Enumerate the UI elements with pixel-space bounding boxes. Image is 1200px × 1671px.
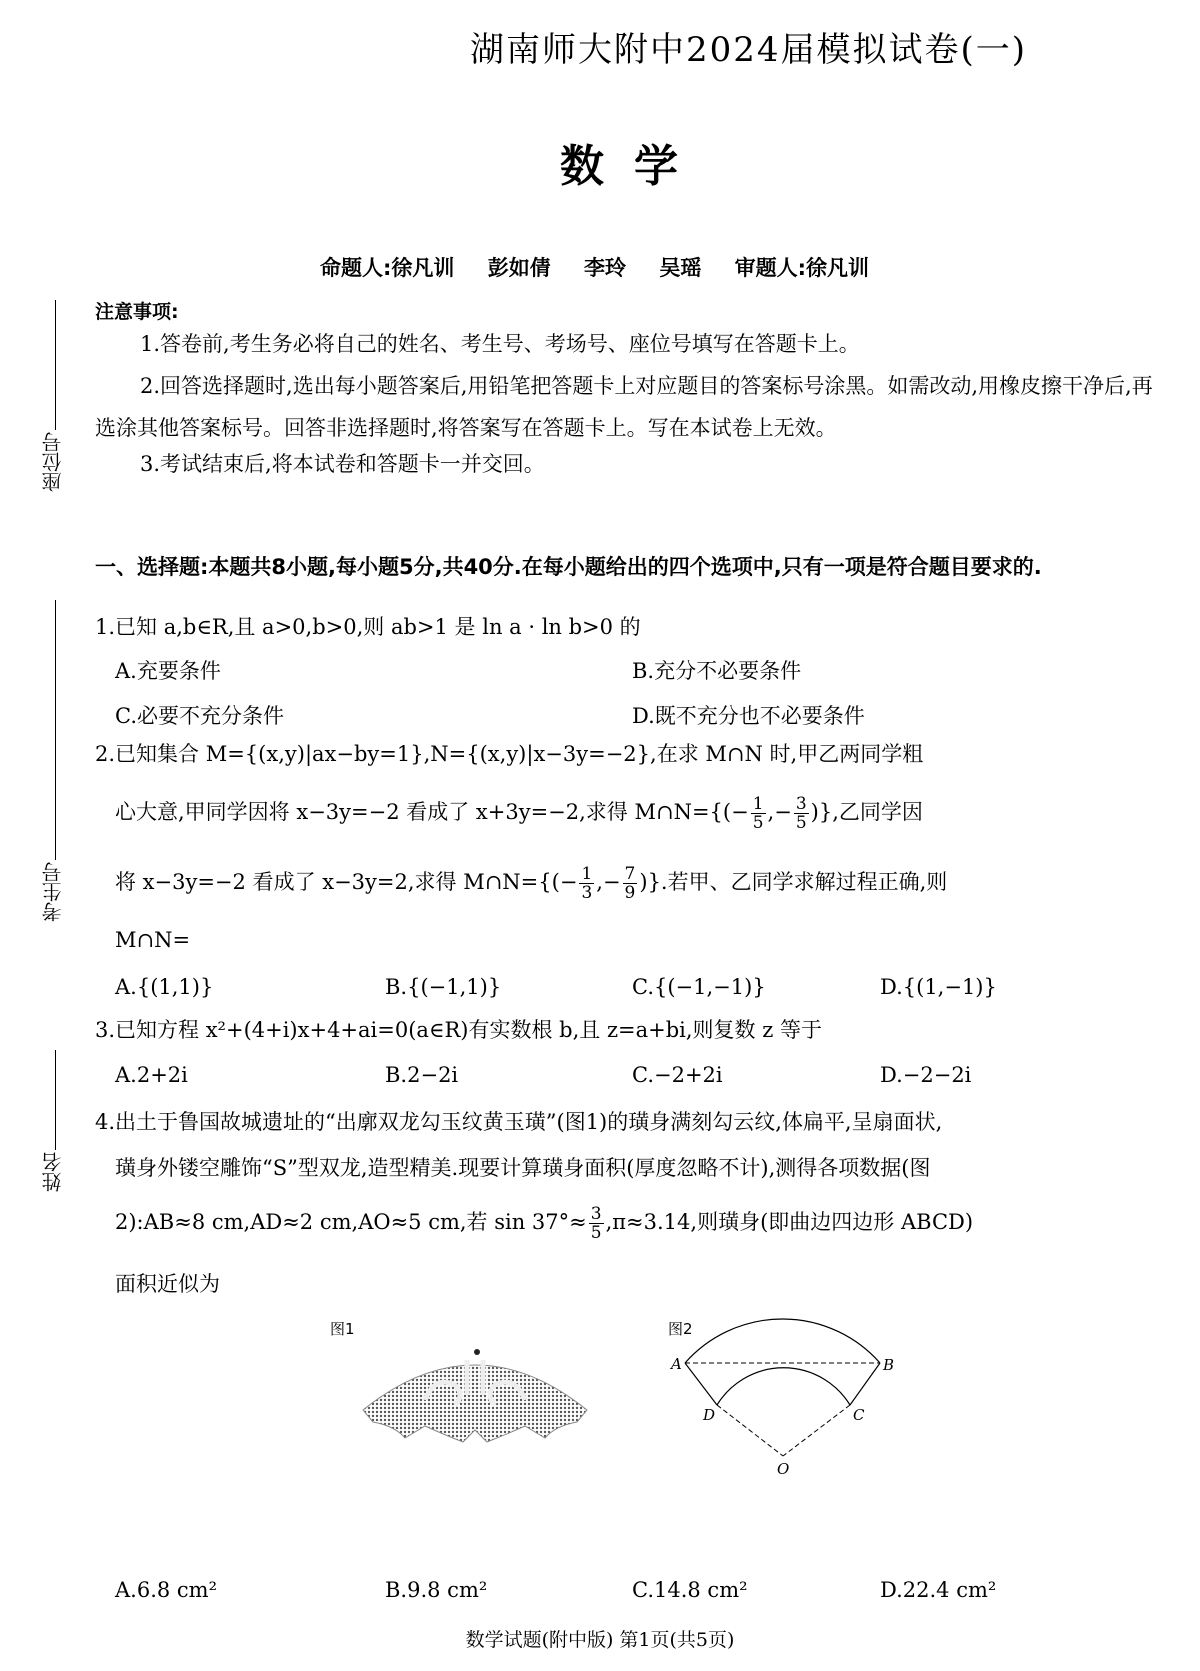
question-2-line-3-a: 将 x−3y=−2 看成了 x−3y=2,求得 M∩N={(− (115, 870, 578, 894)
question-4-line-3-b: ,π≈3.14,则璜身(即曲边四边形 ABCD) (605, 1210, 974, 1234)
question-3-option-b: B.2−2i (385, 1063, 459, 1087)
question-4-line-3-a: 2):AB≈8 cm,AD≈2 cm,AO≈5 cm,若 sin 37°≈ (115, 1210, 587, 1234)
notice-item-1: 1.答卷前,考生务必将自己的姓名、考生号、考场号、座位号填写在答题卡上。 (140, 332, 860, 356)
side-line-seat (55, 300, 56, 430)
point-o-label: O (777, 1460, 790, 1478)
fraction-1-5: $\frac{1}{5}$ (752, 794, 764, 833)
question-2-line-3-b: ,− (596, 870, 621, 894)
side-label-examinee-id: 考生号 (41, 862, 65, 922)
authors-line (320, 252, 895, 282)
figure-1-label: 图1 (330, 1320, 355, 1338)
question-2-line-3-c: )}.若甲、乙同学求解过程正确,则 (639, 870, 948, 894)
question-3-option-d: D.−2−2i (880, 1063, 972, 1087)
notice-item-3: 3.考试结束后,将本试卷和答题卡一并交回。 (140, 452, 545, 476)
figure-2-label: 图2 (668, 1320, 693, 1338)
subject-title: 数学 (560, 141, 708, 192)
author-2: 彭如倩 (487, 256, 551, 280)
question-4-line-2: 璜身外镂空雕饰“S”型双龙,造型精美.现要计算璜身面积(厚度忽略不计),测得各项数据(图 (115, 1156, 931, 1180)
side-label-seat: 座位号 (41, 432, 65, 492)
fraction-3-5-sin: $\frac{3}{5}$ (590, 1204, 602, 1243)
question-2-option-c: C.{(−1,−1)} (632, 975, 766, 999)
question-2-option-d: D.{(1,−1)} (880, 975, 997, 999)
question-2-option-a: A.{(1,1)} (115, 975, 214, 999)
question-2-line-2-b: ,− (767, 800, 792, 824)
page-footer: 数学试题(附中版) 第1页(共5页) (465, 1629, 735, 1651)
notice-heading: 注意事项: (95, 301, 179, 323)
question-3-option-a: A.2+2i (115, 1063, 188, 1087)
question-4-option-a: A.6.8 cm² (115, 1578, 218, 1602)
author-1: 命题人:徐凡训 (320, 256, 455, 280)
fraction-7-9: $\frac{7}{9}$ (624, 864, 636, 903)
question-4-option-b: B.9.8 cm² (385, 1578, 488, 1602)
side-line-examinee-id (55, 600, 56, 860)
question-2-line-1: 2.已知集合 M={(x,y)|ax−by=1},N={(x,y)|x−3y=−2},在求 M∩N 时,甲乙两同学粗 (95, 742, 924, 766)
side-line-name (55, 1050, 56, 1150)
question-2-line-2-c: )},乙同学因 (810, 800, 923, 824)
fraction-1-3: $\frac{1}{3}$ (581, 864, 593, 903)
question-4-option-d: D.22.4 cm² (880, 1578, 997, 1602)
question-2-line-3 (115, 860, 1175, 905)
question-4-line-4: 面积近似为 (115, 1272, 220, 1296)
point-b-label: B (883, 1356, 895, 1374)
side-label-name: 姓名 (41, 1152, 65, 1192)
question-2-line-2 (115, 790, 1175, 835)
notice-item-2: 2.回答选择题时,选出每小题答案后,用铅笔把答题卡上对应题目的答案标号涂黑。如需改动,用橡皮擦干净后,再选涂其他答案标号。回答非选择题时,将答案写在答题卡上。写在本试卷上无效。 (95, 374, 1153, 440)
point-c-label: C (853, 1406, 865, 1424)
question-2-line-4: M∩N= (115, 928, 191, 952)
question-1-stem: 1.已知 a,b∈R,且 a>0,b>0,则 ab>1 是 ln a · ln b>0 的 (95, 615, 641, 639)
exam-title: 湖南师大附中2024届模拟试卷(一) (470, 30, 1028, 70)
question-1-option-c: C.必要不充分条件 (115, 704, 284, 728)
question-4-line-1: 4.出土于鲁国故城遗址的“出廓双龙勾玉纹黄玉璜”(图1)的璜身满刻勾云纹,体扁平,呈扇面状, (95, 1110, 943, 1134)
question-3-stem: 3.已知方程 x²+(4+i)x+4+ai=0(a∈R)有实数根 b,且 z=a+bi,则复数 z 等于 (95, 1018, 822, 1042)
reviewer: 审题人:徐凡训 (734, 256, 870, 280)
section-heading: 一、选择题:本题共8小题,每小题5分,共40分.在每小题给出的四个选项中,只有一项是符合题目要求的. (95, 555, 1042, 579)
question-1-option-a: A.充要条件 (115, 659, 221, 683)
question-1-option-b: B.充分不必要条件 (632, 659, 802, 683)
figure-2-diagram (665, 1318, 905, 1478)
point-a-label: A (671, 1355, 682, 1373)
question-4-option-c: C.14.8 cm² (632, 1578, 748, 1602)
point-d-label: D (703, 1406, 716, 1424)
fraction-3-5: $\frac{3}{5}$ (795, 794, 807, 833)
question-1-option-d: D.既不充分也不必要条件 (632, 704, 865, 728)
author-4: 吴瑶 (659, 256, 702, 280)
question-3-option-c: C.−2+2i (632, 1063, 723, 1087)
figure-1-jade-image (355, 1330, 595, 1445)
question-2-line-2-a: 心大意,甲同学因将 x−3y=−2 看成了 x+3y=−2,求得 M∩N={(− (115, 800, 749, 824)
question-4-line-3 (115, 1200, 1175, 1245)
question-2-option-b: B.{(−1,1)} (385, 975, 502, 999)
author-3: 李玲 (584, 256, 627, 280)
